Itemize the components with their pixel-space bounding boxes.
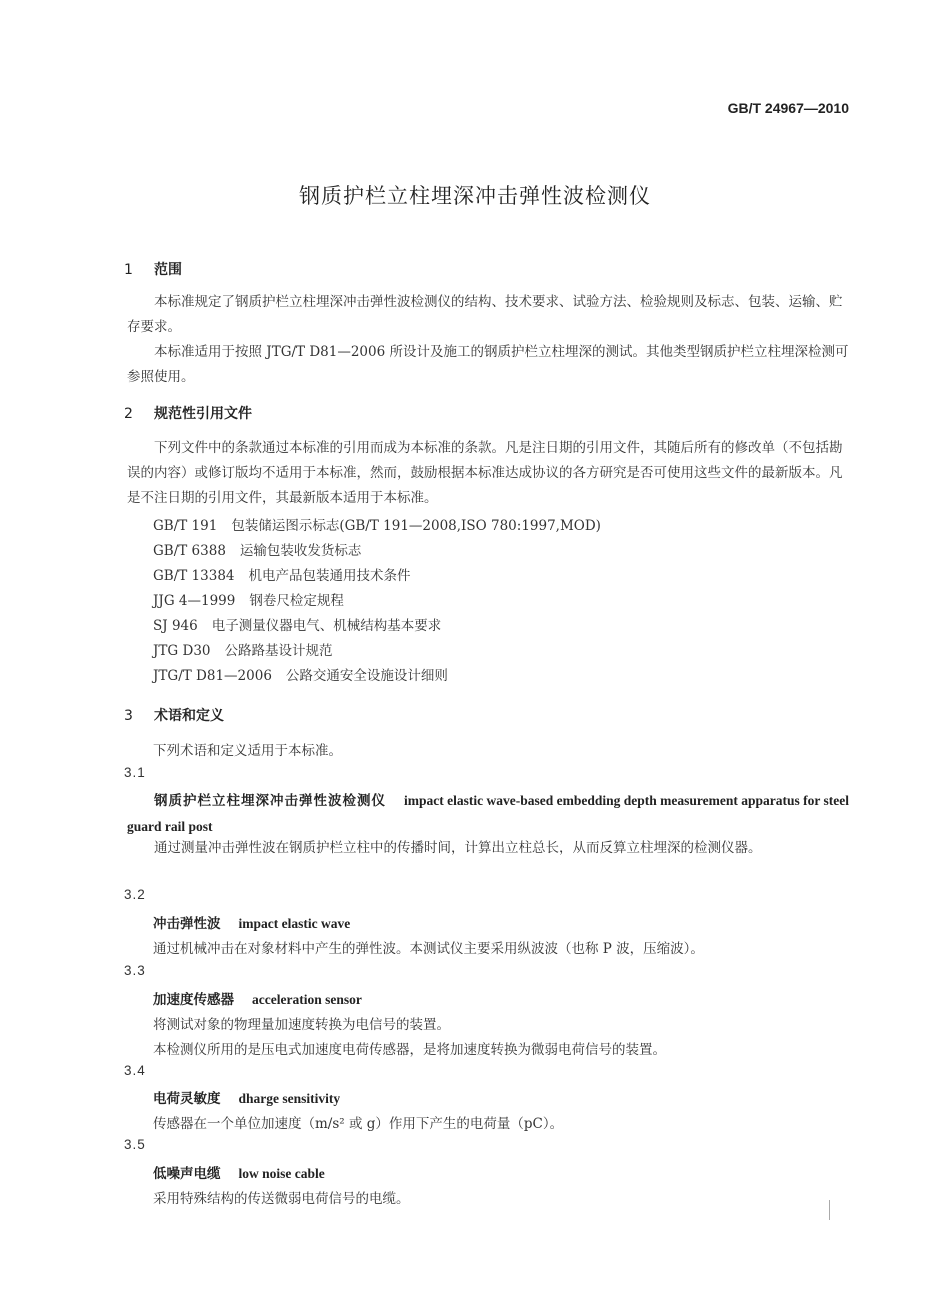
document-title: 钢质护栏立柱埋深冲击弹性波检测仪 (299, 184, 651, 208)
term-number: 3.5 (124, 1137, 146, 1152)
term-heading (153, 912, 350, 932)
paragraph: 本标准适用于按照 JTG/T D81—2006 所设计及施工的钢质护栏立柱埋深的测试。其他类型钢质护栏立柱埋深检测可参照使用。 (127, 344, 849, 385)
term-definition: 将测试对象的物理量加速度转换为电信号的装置。 (153, 1017, 450, 1033)
standard-code: GB/T 24967—2010 (727, 100, 849, 116)
term-en: impact elastic wave (238, 916, 351, 931)
term-heading (153, 1162, 325, 1182)
term-definition: 传感器在一个单位加速度（m/s² 或 g）作用下产生的电荷量（pC）。 (153, 1116, 564, 1132)
term-heading (153, 988, 362, 1008)
term-en: acceleration sensor (252, 992, 362, 1007)
term-cn: 钢质护栏立柱埋深冲击弹性波检测仪 (154, 793, 386, 809)
term-cn: 冲击弹性波 (153, 916, 221, 932)
section-title: 术语和定义 (154, 708, 224, 724)
section-number: 2 (124, 406, 133, 422)
section-1-heading (124, 259, 182, 279)
term-number: 3.4 (124, 1063, 146, 1078)
term-en: impact elastic wave-based embedding depth measurement apparatus for steel guard rail post (127, 793, 849, 834)
term-definition: 通过机械冲击在对象材料中产生的弹性波。本测试仪主要采用纵波波（也称 P 波，压缩波）。 (153, 941, 704, 957)
term-definition: 本检测仪所用的是压电式加速度电荷传感器，是将加速度转换为微弱电荷信号的装置。 (153, 1042, 666, 1058)
term-heading (153, 1087, 340, 1107)
section-number: 1 (124, 262, 133, 278)
reference-item: GB/T 191 包装储运图示标志(GB/T 191—2008,ISO 780:1997,MOD) (153, 518, 601, 534)
reference-item: GB/T 13384 机电产品包装通用技术条件 (153, 568, 411, 584)
section-2-heading (124, 403, 252, 423)
term-number: 3.3 (124, 963, 146, 978)
term-number: 3.1 (124, 765, 146, 780)
reference-item: SJ 946 电子测量仪器电气、机械结构基本要求 (153, 618, 442, 634)
reference-item: GB/T 6388 运输包装收发货标志 (153, 543, 362, 559)
section-number: 3 (124, 708, 133, 724)
term-cn: 低噪声电缆 (153, 1166, 221, 1182)
page-mark (829, 1200, 830, 1220)
paragraph: 本标准规定了钢质护栏立柱埋深冲击弹性波检测仪的结构、技术要求、试验方法、检验规则及标志、包装、运输、贮存要求。 (127, 294, 843, 335)
term-cn: 电荷灵敏度 (153, 1091, 221, 1107)
section-title: 范围 (154, 262, 182, 278)
section-intro: 下列术语和定义适用于本标准。 (153, 743, 342, 759)
term-en: dharge sensitivity (238, 1091, 341, 1106)
term-definition: 通过测量冲击弹性波在钢质护栏立柱中的传播时间，计算出立柱总长，从而反算立柱埋深的检测仪器。 (154, 840, 762, 856)
paragraph: 下列文件中的条款通过本标准的引用而成为本标准的条款。凡是注日期的引用文件，其随后所有的修改单（不包括勘误的内容）或修订版均不适用于本标准，然而，鼓励根据本标准达成协议的各方研究是否可使用这些文件的最新版本。凡是不注日期的引用文件，其最新版本适用于本标准。 (127, 440, 843, 506)
section-3-heading (124, 705, 224, 725)
term-heading (127, 788, 851, 840)
term-definition: 采用特殊结构的传送微弱电荷信号的电缆。 (153, 1191, 410, 1207)
reference-item: JJG 4—1999 钢卷尺检定规程 (153, 593, 344, 609)
term-cn: 加速度传感器 (153, 992, 234, 1008)
term-en: low noise cable (238, 1166, 325, 1181)
reference-item: JTG D30 公路路基设计规范 (153, 643, 333, 659)
reference-item: JTG/T D81—2006 公路交通安全设施设计细则 (153, 668, 448, 684)
section-title: 规范性引用文件 (154, 406, 252, 422)
term-number: 3.2 (124, 887, 146, 902)
